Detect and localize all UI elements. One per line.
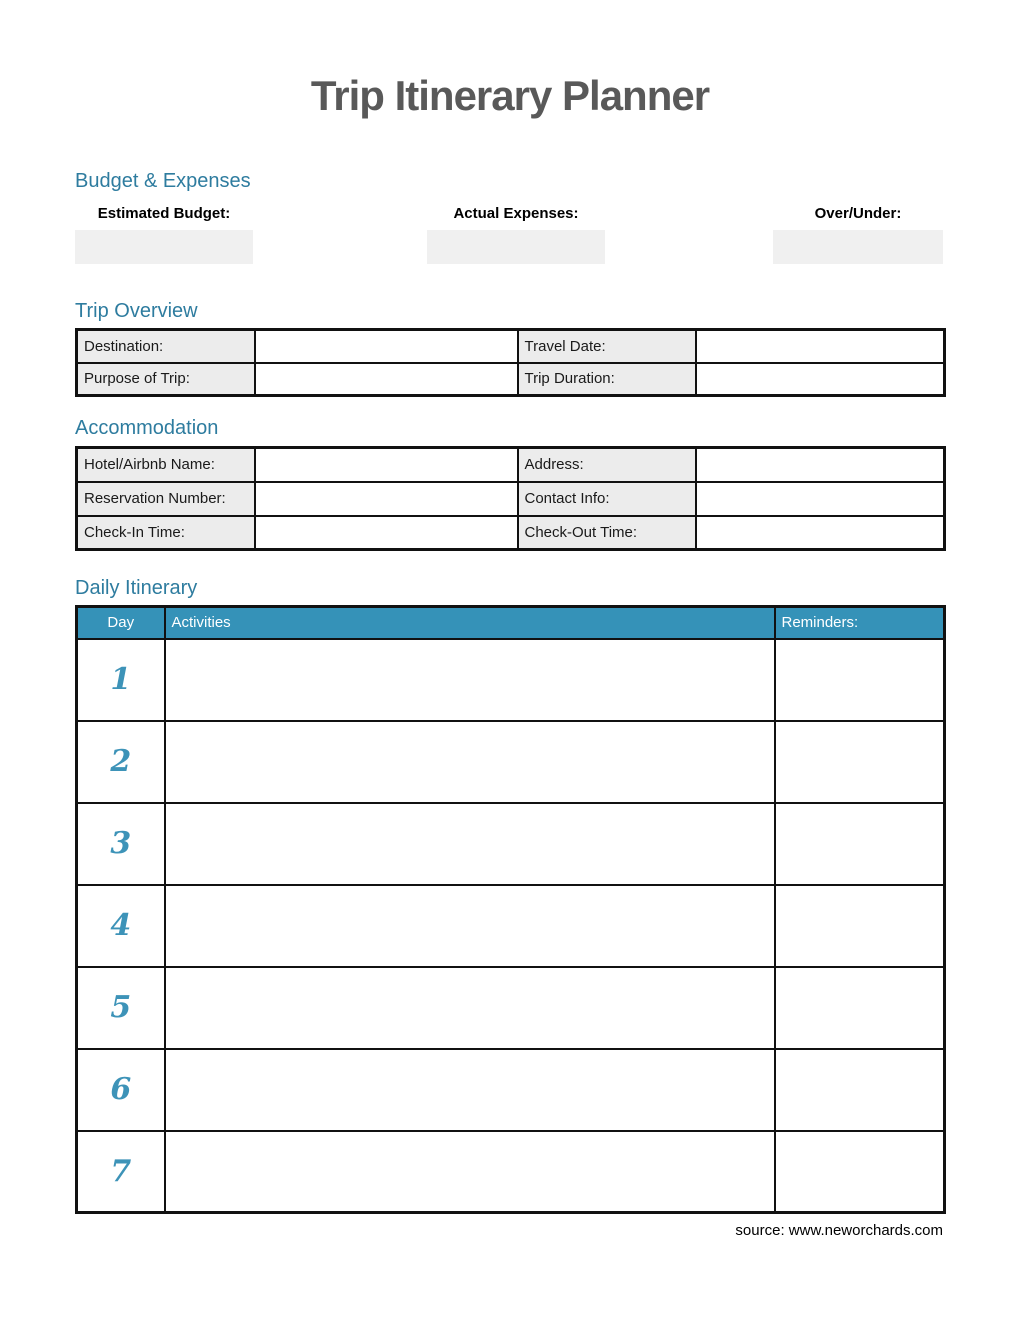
day-row-3 xyxy=(77,803,945,885)
table-row xyxy=(77,330,945,363)
hotel-name-input[interactable] xyxy=(255,448,518,482)
check-out-time-input[interactable] xyxy=(696,516,945,550)
reminders-column-header: Reminders: xyxy=(775,607,945,639)
purpose-of-trip-input[interactable] xyxy=(255,363,518,396)
activities-input[interactable] xyxy=(165,721,775,803)
day-column-header: Day xyxy=(77,607,165,639)
table-row xyxy=(77,516,945,550)
day-row-1 xyxy=(77,639,945,721)
activities-input[interactable] xyxy=(165,1049,775,1131)
day-row-2 xyxy=(77,721,945,803)
day-row-4 xyxy=(77,885,945,967)
accommodation-heading: Accommodation xyxy=(75,417,219,439)
table-row xyxy=(77,482,945,516)
budget-section-heading: Budget & Expenses xyxy=(75,170,251,192)
reminders-input[interactable] xyxy=(775,721,945,803)
address-input[interactable] xyxy=(696,448,945,482)
reminders-input[interactable] xyxy=(775,1131,945,1213)
activities-input[interactable] xyxy=(165,803,775,885)
day-number: 3 xyxy=(77,803,165,885)
day-row-5 xyxy=(77,967,945,1049)
activities-input[interactable] xyxy=(165,1131,775,1213)
address-label: Address: xyxy=(518,448,696,482)
estimated-budget-input[interactable] xyxy=(75,230,253,264)
day-number: 2 xyxy=(77,721,165,803)
trip-duration-label: Trip Duration: xyxy=(518,363,696,396)
day-number: 7 xyxy=(77,1131,165,1213)
table-row xyxy=(77,448,945,482)
reminders-input[interactable] xyxy=(775,639,945,721)
estimated-budget-field xyxy=(75,204,253,264)
day-number: 6 xyxy=(77,1049,165,1131)
reminders-input[interactable] xyxy=(775,1049,945,1131)
check-out-time-label: Check-Out Time: xyxy=(518,516,696,550)
reservation-number-label: Reservation Number: xyxy=(77,482,255,516)
trip-overview-table xyxy=(75,328,946,397)
reservation-number-input[interactable] xyxy=(255,482,518,516)
hotel-name-label: Hotel/Airbnb Name: xyxy=(77,448,255,482)
over-under-input[interactable] xyxy=(773,230,943,264)
check-in-time-label: Check-In Time: xyxy=(77,516,255,550)
daily-itinerary-heading: Daily Itinerary xyxy=(75,577,198,599)
reminders-input[interactable] xyxy=(775,803,945,885)
trip-duration-input[interactable] xyxy=(696,363,945,396)
check-in-time-input[interactable] xyxy=(255,516,518,550)
travel-date-label: Travel Date: xyxy=(518,330,696,363)
destination-input[interactable] xyxy=(255,330,518,363)
activities-input[interactable] xyxy=(165,885,775,967)
reminders-input[interactable] xyxy=(775,967,945,1049)
over-under-field xyxy=(773,204,943,264)
accommodation-table xyxy=(75,446,946,551)
activities-input[interactable] xyxy=(165,639,775,721)
day-number: 4 xyxy=(77,885,165,967)
purpose-of-trip-label: Purpose of Trip: xyxy=(77,363,255,396)
planner-page xyxy=(75,0,943,1239)
destination-label: Destination: xyxy=(77,330,255,363)
day-number: 1 xyxy=(77,639,165,721)
daily-header-row xyxy=(77,607,945,639)
reminders-input[interactable] xyxy=(775,885,945,967)
source-attribution: source: www.neworchards.com xyxy=(735,1222,943,1239)
table-row xyxy=(77,363,945,396)
contact-info-label: Contact Info: xyxy=(518,482,696,516)
contact-info-input[interactable] xyxy=(696,482,945,516)
daily-itinerary-table xyxy=(75,605,946,1214)
trip-overview-heading: Trip Overview xyxy=(75,300,198,322)
actual-expenses-input[interactable] xyxy=(427,230,605,264)
activities-column-header: Activities xyxy=(165,607,775,639)
estimated-budget-label: Estimated Budget: xyxy=(97,205,231,222)
day-number: 5 xyxy=(77,967,165,1049)
budget-fields xyxy=(75,204,943,276)
actual-expenses-field xyxy=(427,204,605,264)
page-title: Trip Itinerary Planner xyxy=(310,72,710,119)
activities-input[interactable] xyxy=(165,967,775,1049)
travel-date-input[interactable] xyxy=(696,330,945,363)
over-under-label: Over/Under: xyxy=(814,205,902,222)
day-row-6 xyxy=(77,1049,945,1131)
day-row-7 xyxy=(77,1131,945,1213)
actual-expenses-label: Actual Expenses: xyxy=(453,205,579,222)
